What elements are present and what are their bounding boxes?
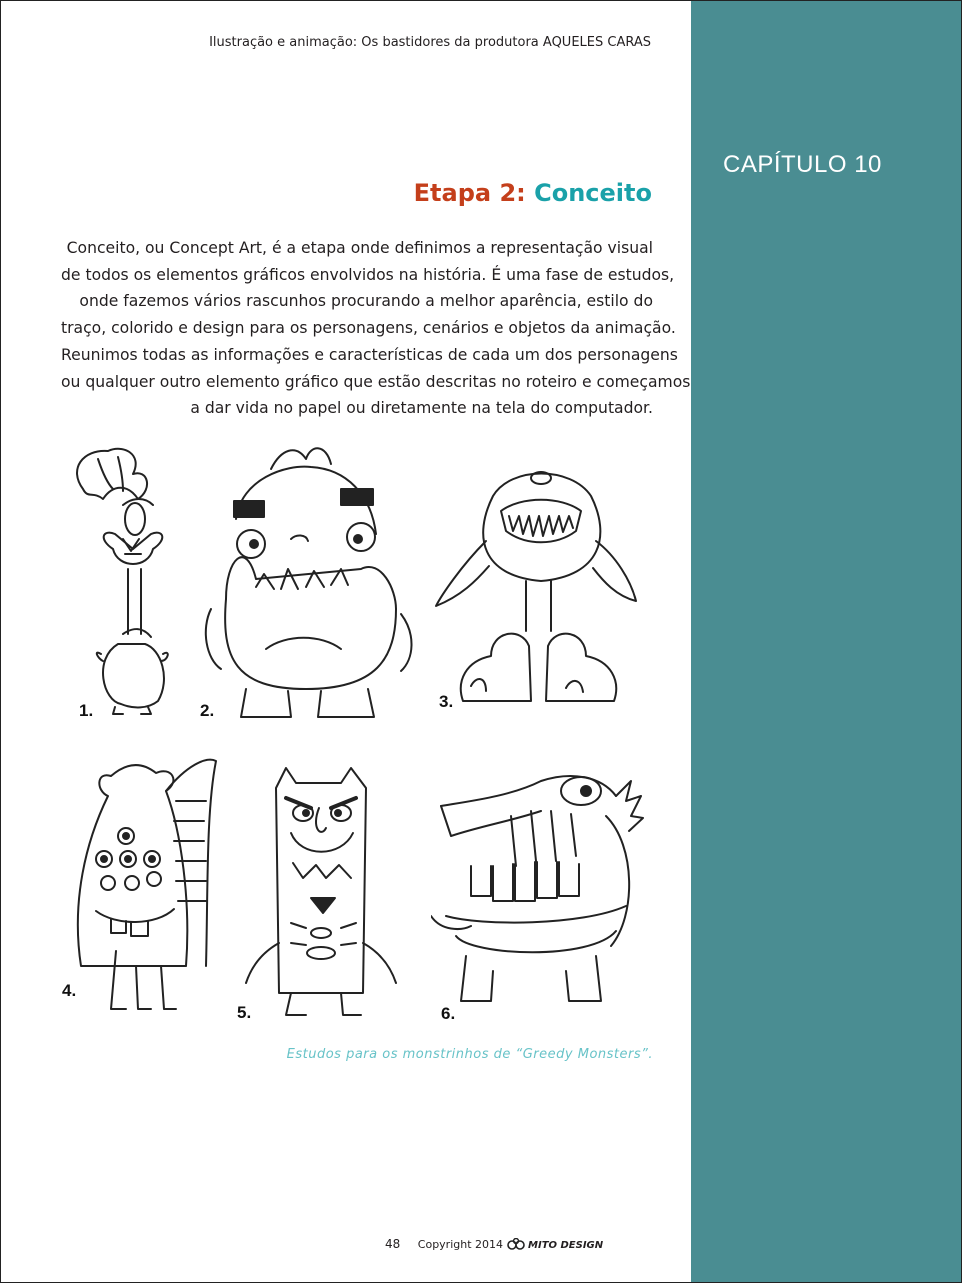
copyright-text: Copyright 2014: [417, 1238, 504, 1251]
figure-number: 1.: [79, 701, 94, 720]
paragraph-line: de todos os elementos gráficos envolvidos na história. É uma fase de estudos,: [61, 265, 675, 284]
paragraph-line: a dar vida no papel ou diretamente na tela do computador.: [190, 399, 653, 418]
paragraph-line: ou qualquer outro elemento gráfico que estão descritas no roteiro e começamos: [61, 372, 691, 391]
paragraph-line: Reunimos todas as informações e características de cada um dos personagens: [61, 345, 678, 364]
figure-number: 5.: [237, 1003, 252, 1022]
figure-caption: Estudos para os monstrinhos de “Greedy Monsters”.: [286, 1047, 653, 1062]
paragraph-line: onde fazemos vários rascunhos procurando a melhor aparência, estilo do: [79, 292, 653, 311]
paragraph-line: traço, colorido e design para os personagens, cenários e objetos da animação.: [61, 319, 676, 338]
section-heading: [301, 179, 652, 207]
monster-sketch-3: [431, 456, 646, 718]
logo-text: MITO DESIGN: [528, 1240, 604, 1251]
monster-sketch-2: [196, 439, 426, 724]
paragraph-line: Conceito, ou Concept Art, é a etapa onde definimos a representação visual: [66, 239, 653, 257]
body-paragraph: [61, 235, 691, 422]
page-number: 48: [385, 1237, 401, 1251]
figure-number: 2.: [200, 701, 215, 720]
page-footer: [385, 1237, 685, 1251]
chapter-sidebar: [691, 1, 961, 1283]
chapter-label: CAPÍTULO 10: [723, 151, 882, 178]
running-head: Ilustração e animação: Os bastidores da produtora AQUELES CARAS: [209, 35, 651, 50]
monster-sketch-6: [431, 756, 651, 1024]
figure-number: 4.: [62, 981, 77, 1000]
monster-sketch-1: [53, 439, 218, 721]
stage-label: Etapa 2:: [413, 179, 526, 207]
concept-label: Conceito: [534, 179, 652, 207]
monster-sketch-5: [231, 753, 411, 1025]
figure-number: 3.: [439, 692, 454, 711]
mito-logo-icon: [507, 1238, 525, 1250]
monster-sketch-4: [56, 751, 226, 1016]
figure-number: 6.: [441, 1004, 456, 1023]
